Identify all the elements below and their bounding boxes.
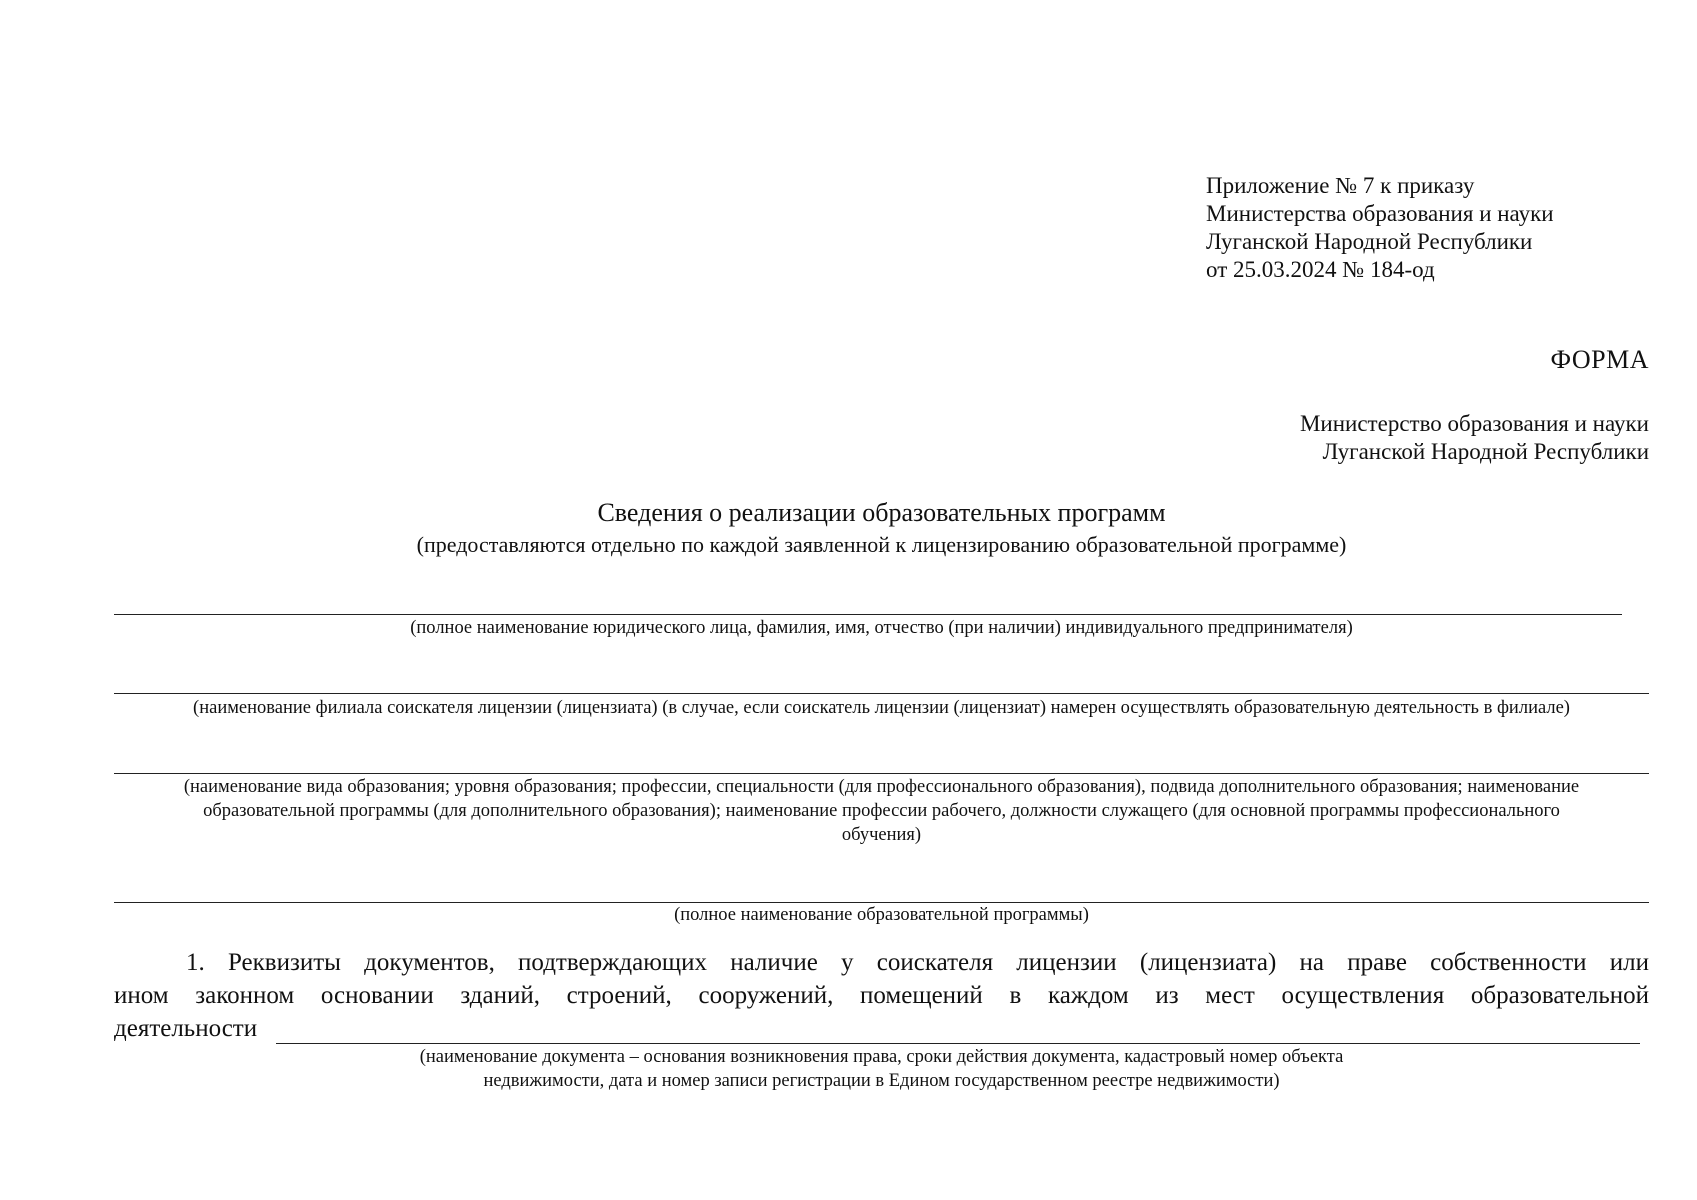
ministry-line: Луганской Народной Республики <box>1322 439 1649 464</box>
premises-documents-caption <box>114 1045 1649 1093</box>
appendix-line: Приложение № 7 к приказу <box>1206 173 1475 198</box>
ministry-addressee <box>1300 410 1649 466</box>
ministry-line: Министерство образования и науки <box>1299 411 1649 436</box>
program-name-caption: (полное наименование образовательной программы) <box>674 905 1089 925</box>
legal-entity-name-caption: (полное наименование юридического лица, фамилия, имя, отчество (при наличии) индивидуального предпринимателя) <box>410 618 1353 638</box>
appendix-line: от 25.03.2024 № 184-од <box>1206 257 1435 282</box>
caption-line: (наименование документа – основания возникновения права, сроки действия документа, кадастровый номер объекта <box>419 1047 1344 1067</box>
education-type-line[interactable] <box>114 773 1649 774</box>
caption-line: недвижимости, дата и номер записи регистрации в Едином государственном реестре недвижимости) <box>483 1071 1280 1091</box>
education-type-caption <box>114 775 1649 847</box>
section-1-line: деятельности <box>114 1015 258 1042</box>
appendix-line: Луганской Народной Республики <box>1206 229 1533 254</box>
form-label: ФОРМА <box>1550 345 1649 374</box>
caption-line: обучения) <box>841 825 922 845</box>
section-1-line: ином законном основании зданий, строений, сооружений, помещений в каждом из мест осуществления образовательной <box>114 982 1649 1009</box>
appendix-header <box>1206 172 1554 284</box>
caption-line: (наименование вида образования; уровня образования; профессии, специальности (для профессионального образования), подвида дополнительного образования; наименование <box>183 777 1580 797</box>
legal-entity-name-line[interactable] <box>114 614 1622 615</box>
branch-name-caption: (наименование филиала соискателя лицензии (лицензиата) (в случае, если соискатель лицензии (лицензиат) намерен осуществлять образовательную деятельность в филиале) <box>193 698 1570 718</box>
section-1-paragraph <box>114 946 1649 1045</box>
document-title: Сведения о реализации образовательных программ <box>597 498 1166 527</box>
branch-name-line[interactable] <box>114 693 1649 694</box>
section-1-text: 1. Реквизиты документов, подтверждающих наличие у соискателя лицензии (лицензиата) на праве собственности или <box>186 949 1649 976</box>
appendix-line: Министерства образования и науки <box>1206 201 1554 226</box>
document-subtitle: (предоставляются отдельно по каждой заявленной к лицензированию образовательной программе) <box>416 532 1347 557</box>
caption-line: образовательной программы (для дополнительного образования); наименование профессии рабочего, должности служащего (для основной программы профессионального <box>203 801 1560 821</box>
premises-documents-line[interactable] <box>276 1043 1640 1044</box>
section-1-line <box>114 946 1649 979</box>
